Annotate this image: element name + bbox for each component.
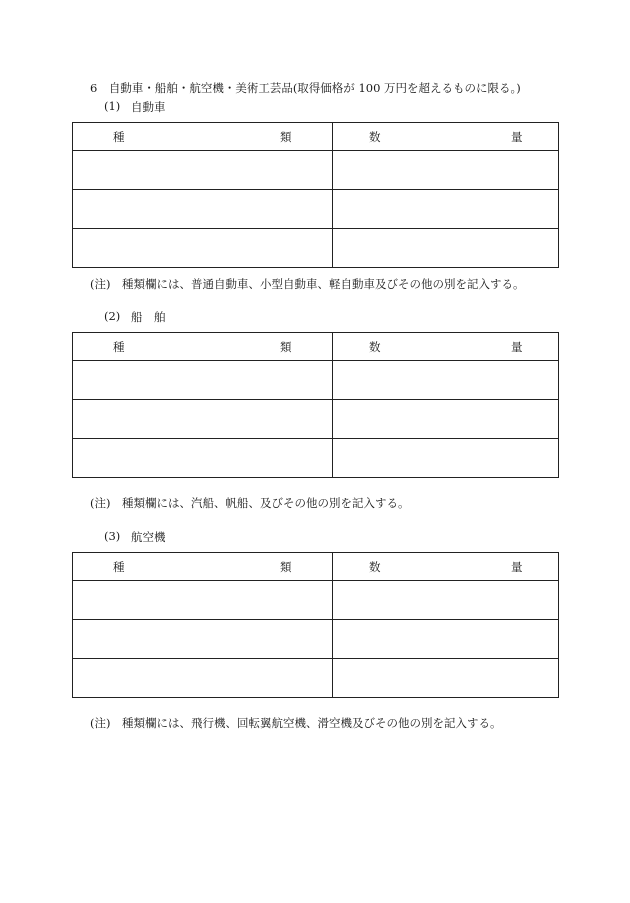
quantity-cell[interactable] [333,581,559,620]
type-cell[interactable] [73,361,333,400]
type-column-header [73,553,333,581]
subsection-title-3: 航空機 [131,530,166,544]
quantity-cell[interactable] [333,151,559,190]
ship-table [72,332,559,478]
quantity-header-char-1: 数 [369,339,381,354]
table-row [73,400,559,439]
subsection-number-1: (1) [104,99,121,113]
quantity-cell[interactable] [333,400,559,439]
note-2: (注) 種類欄には、汽船、帆船、及びその他の別を記入する。 [90,496,410,510]
quantity-header-char-1: 数 [369,129,381,144]
table-header-row [73,333,559,361]
note-1: (注) 種類欄には、普通自動車、小型自動車、軽自動車及びその他の別を記入する。 [90,277,525,291]
quantity-column-header [333,553,559,581]
quantity-column-header [333,123,559,151]
type-cell[interactable] [73,151,333,190]
type-column-header [73,123,333,151]
table-row [73,151,559,190]
table-row [73,361,559,400]
subsection-title-1: 自動車 [131,100,166,114]
quantity-cell[interactable] [333,439,559,478]
table-row [73,659,559,698]
table-row [73,229,559,268]
type-header-char-2: 類 [280,129,292,144]
table-row [73,581,559,620]
aircraft-table [72,552,559,698]
subsection-title-2: 船 舶 [131,310,166,324]
note-3: (注) 種類欄には、飛行機、回転翼航空機、滑空機及びその他の別を記入する。 [90,716,502,730]
type-cell[interactable] [73,400,333,439]
quantity-cell[interactable] [333,659,559,698]
type-cell[interactable] [73,581,333,620]
quantity-cell[interactable] [333,361,559,400]
quantity-header-char-2: 量 [511,339,523,354]
quantity-column-header [333,333,559,361]
quantity-header-char-2: 量 [511,559,523,574]
type-cell[interactable] [73,659,333,698]
table-row [73,439,559,478]
type-column-header [73,333,333,361]
type-header-char-2: 類 [280,559,292,574]
type-header-char-1: 種 [113,129,125,144]
type-cell[interactable] [73,439,333,478]
subsection-number-2: (2) [104,309,121,323]
quantity-cell[interactable] [333,620,559,659]
table-row [73,190,559,229]
quantity-cell[interactable] [333,190,559,229]
type-cell[interactable] [73,620,333,659]
type-cell[interactable] [73,190,333,229]
vehicle-table [72,122,559,268]
quantity-header-char-1: 数 [369,559,381,574]
quantity-cell[interactable] [333,229,559,268]
section-heading: 6 自動車・船舶・航空機・美術工芸品(取得価格が 100 万円を超えるものに限る。) [90,81,521,95]
subsection-number-3: (3) [104,529,121,543]
type-cell[interactable] [73,229,333,268]
table-header-row [73,123,559,151]
quantity-header-char-2: 量 [511,129,523,144]
type-header-char-1: 種 [113,339,125,354]
type-header-char-2: 類 [280,339,292,354]
type-header-char-1: 種 [113,559,125,574]
table-header-row [73,553,559,581]
table-row [73,620,559,659]
